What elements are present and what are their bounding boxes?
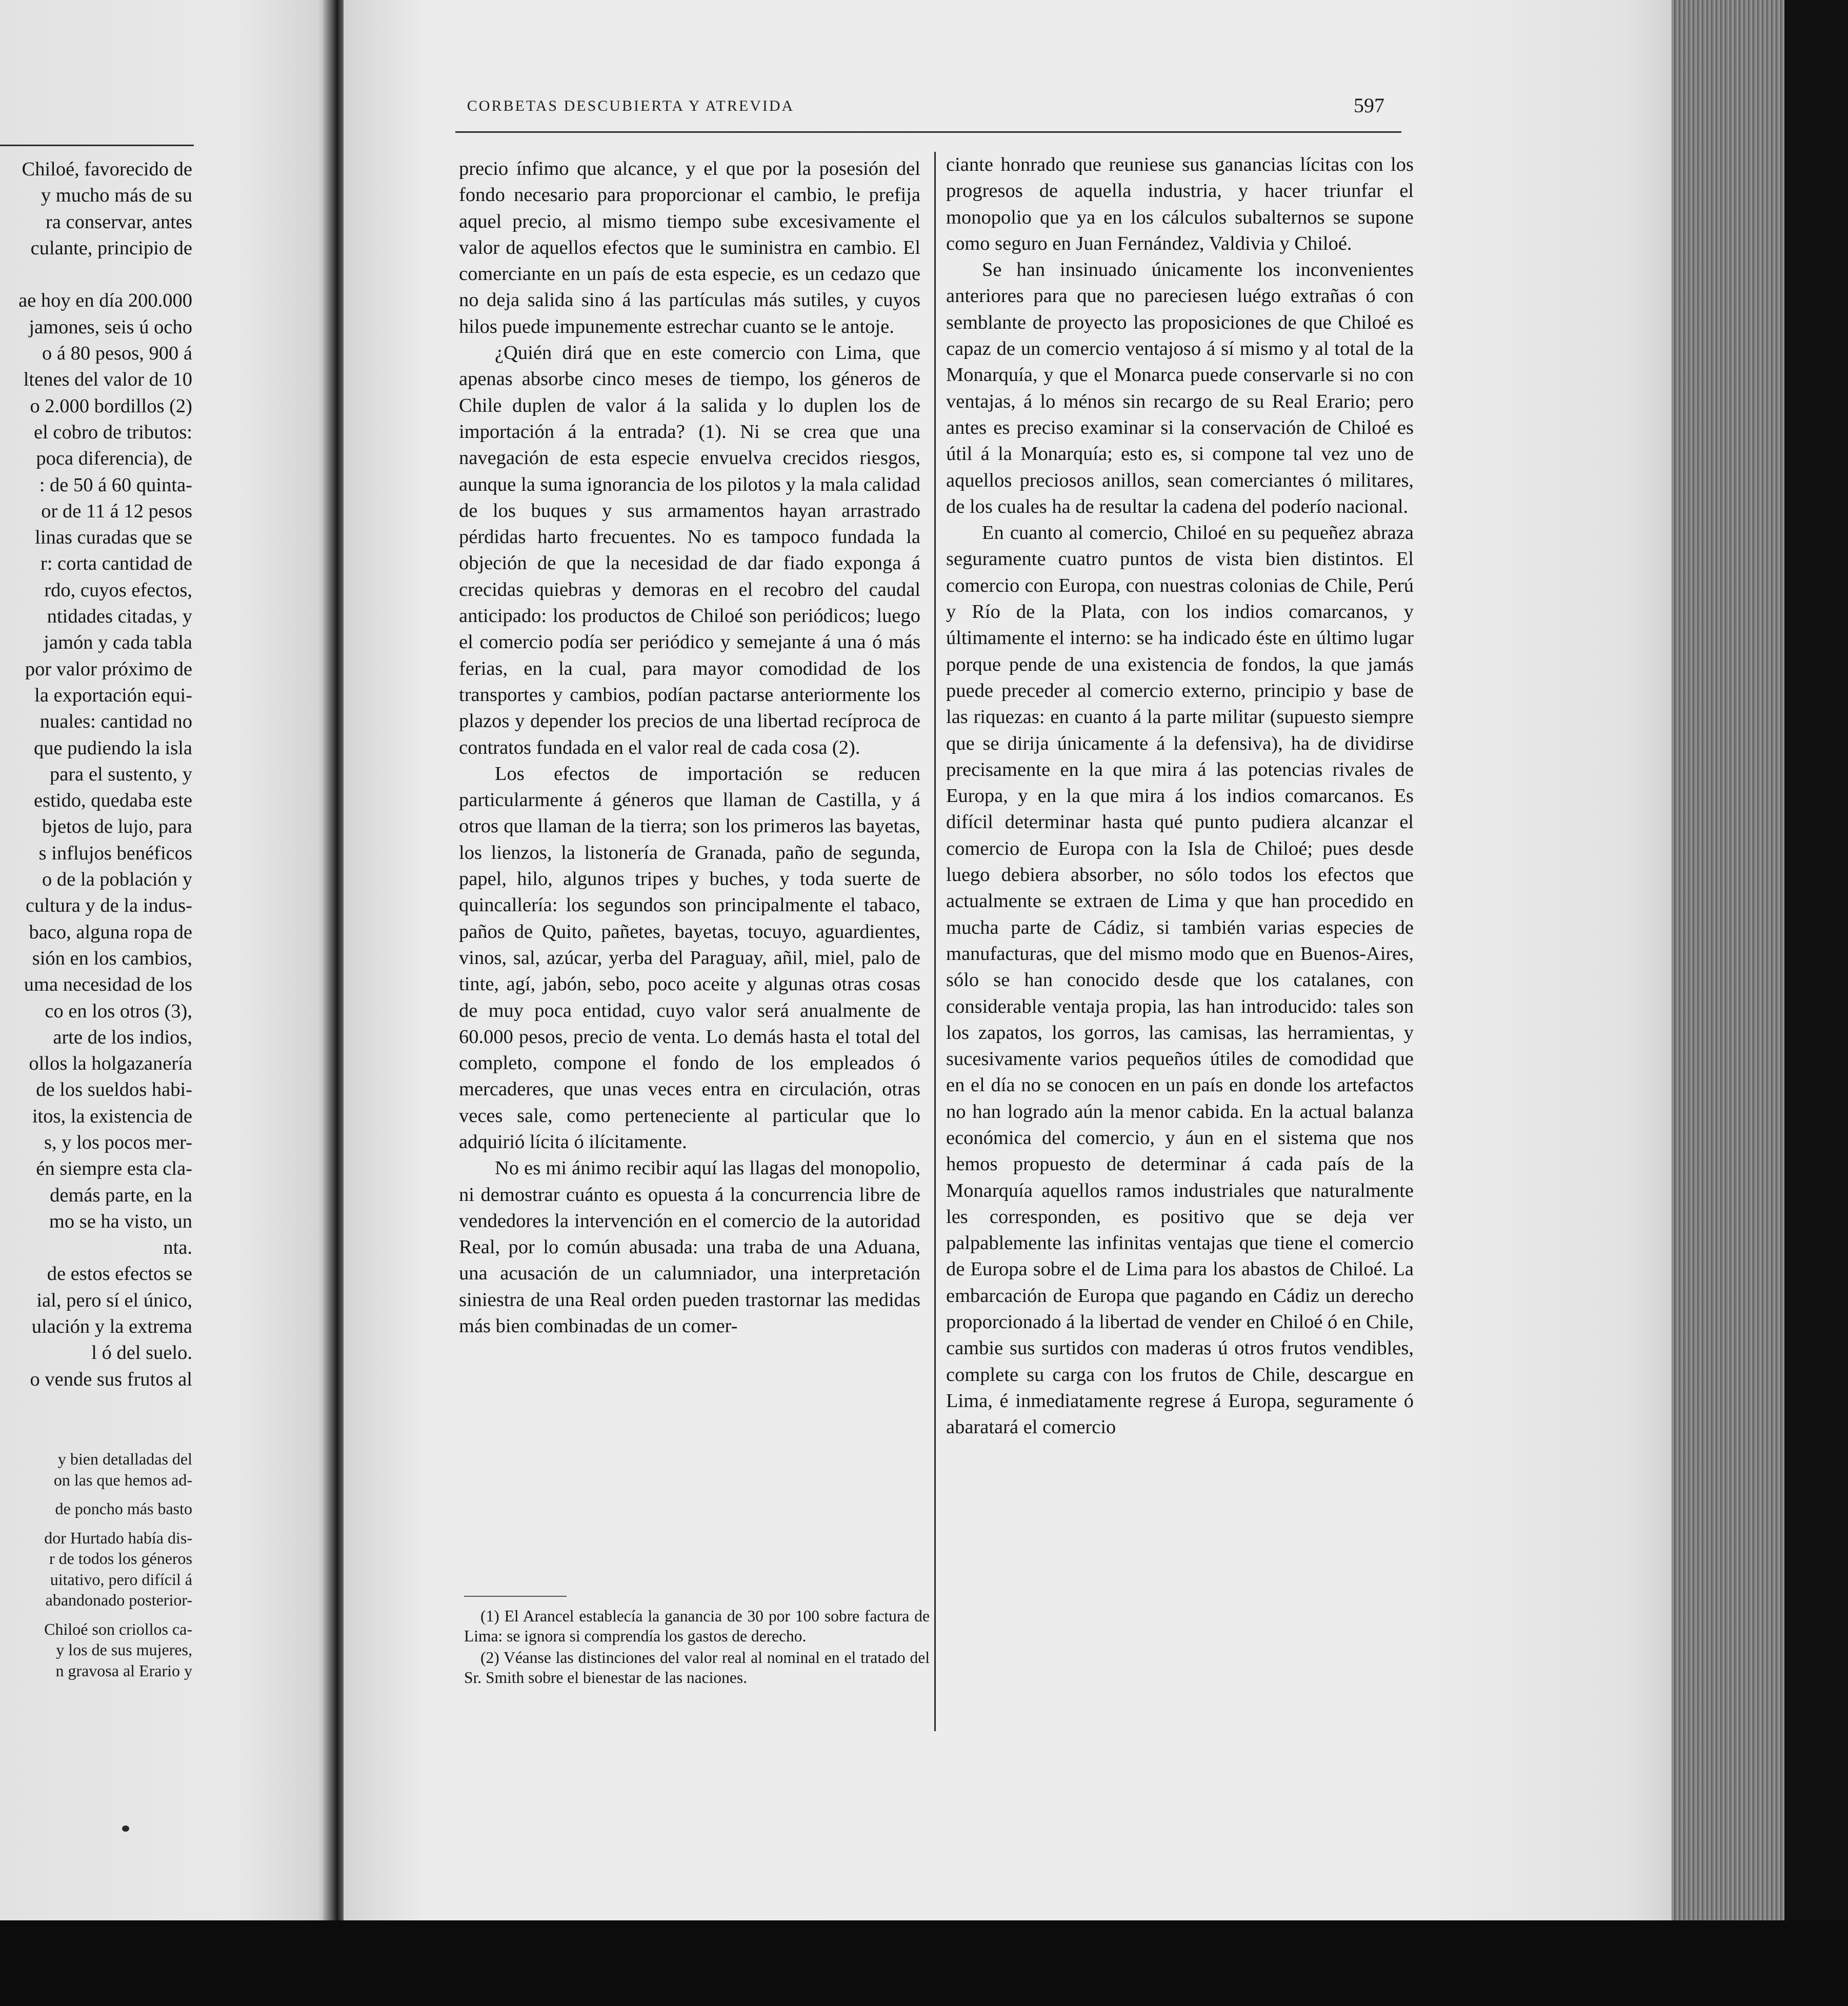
text-line: y bien detalladas del [57, 1450, 192, 1468]
text-line [0, 1490, 192, 1498]
text-line: el cobro de tributos: [34, 421, 192, 443]
paragraph: Los efectos de importación se reducen particularmente á géneros que llaman de Castilla, y á otros que llaman de la tierra; son los primeros las bayetas, los lienzos, la listonería de Granada, paño de segunda, papel, hilo, algunos tripes y buches, y toda suerte de quincallería: los segundos son principalmente el tabaco, paños de Quito, pañetes, bayetas, tocuyo, aguardientes, vinos, sal, azúcar, yerba del Paraguay, añil, miel, palo de tinte, agí, jabón, sebo, poco aceite y algunas otras cosas de muy poca entidad, cuyo valor será anualmente de 60.000 pesos, precio de venta. Lo demás hasta el total del completo, compone el fondo de los empleados ó mercaderes, que unas veces entra en circulación, otras veces sale, como perteneciente al particular que lo adquirió lícita ó ilícitamente. [459, 763, 920, 1153]
text-line: y los de sus mujeres, [56, 1640, 192, 1659]
text-line: o 2.000 bordillos (2) [30, 395, 192, 417]
text-line: o á 80 pesos, 900 á [42, 343, 192, 365]
page-number: 597 [1354, 94, 1384, 117]
text-line: la exportación equi- [34, 684, 192, 706]
paragraph: Se han insinuado únicamente los inconvenientes anteriores para que no pareciesen luégo extrañas ó con semblante de proyecto las proposiciones de que Chiloé es capaz de un comercio ventajoso á sí mismo y al total de la Monarquía, y que el Monarca puede conservarle si no con ventajas, á lo ménos sin recargo de su Real Erario; pero antes es preciso examinar si la conservación de Chiloé es útil á la Monarquía; esto es, si compone tal vez uno de aquellos preciosos anillos, sean comerciantes ó militares, de los cuales ha de resultar la cadena del poderío nacional. [946, 259, 1414, 517]
text-line: de estos efectos se [47, 1263, 192, 1285]
text-line: ae hoy en día 200.000 [18, 290, 192, 312]
text-line: estido, quedaba este [34, 790, 192, 812]
text-line: linas curadas que se [35, 527, 192, 549]
text-line: ial, pero sí el único, [36, 1289, 192, 1311]
ink-speck [122, 1826, 129, 1832]
scan-frame-right [1784, 0, 1848, 2006]
text-line: de poncho más basto [55, 1499, 192, 1518]
text-line: ulación y la extrema [31, 1316, 192, 1338]
text-line: uitativo, pero difícil á [50, 1570, 192, 1589]
text-column-left [459, 156, 920, 1339]
running-head-title: CORBETAS DESCUBIERTA Y ATREVIDA [467, 97, 795, 114]
left-page-footnotes [0, 1449, 192, 1681]
text-line: ltenes del valor de 10 [23, 369, 192, 391]
text-line: o vende sus frutos al [30, 1368, 192, 1390]
paragraph: ¿Quién dirá que en este comercio con Lima, que apenas absorbe cinco meses de tiempo, los géneros de Chile duplen de valor á la salida y lo duplen los de importación á la entrada? (1). Ni se crea que una navegación de esta especie envuelva crecidos riesgos, aunque la suma ignorancia de los pilotos y la mala calidad de los buques y sus armamentos hayan arrastrado pérdidas harto frecuentes. No es tampoco fundada la objeción de que la necesidad de dar fiado exponga á crecidas quiebras y demoras en el recobro del caudal anticipado: los productos de Chiloé son periódicos; luego el comercio podía ser periódico y semejante á una ó más ferias, en la cual, para mayor comodidad de los transportes y cambios, podían pactarse anteriormente los plazos y depender los precios de una libertad recíproca de contratos fundada en el valor real de cada cosa (2). [459, 342, 920, 758]
text-line: co en los otros (3), [45, 1000, 192, 1022]
text-line: : de 50 á 60 quinta- [39, 474, 192, 496]
text-line: én siempre esta cla- [36, 1158, 192, 1180]
column-divider [934, 152, 936, 1731]
text-line: para el sustento, y [50, 763, 192, 785]
text-line: sión en los cambios, [32, 947, 192, 969]
text-line [0, 1611, 192, 1619]
footnote: (1) El Arancel establecía la ganancia de 30 por 100 sobre factura de Lima: se ignora si comprendía los gastos de derecho. [464, 1607, 930, 1645]
text-line: jamón y cada tabla [44, 632, 192, 654]
footnote: (2) Véanse las distinciones del valor real al nominal en el tratado del Sr. Smith sobre el bienestar de las naciones. [464, 1649, 930, 1687]
left-page [0, 0, 334, 1920]
text-line [0, 1519, 192, 1528]
text-line: nta. [163, 1237, 192, 1259]
left-page-column [0, 156, 192, 1393]
text-line: demás parte, en la [50, 1184, 192, 1206]
text-line: l ó del suelo. [91, 1342, 192, 1364]
text-line: uma necesidad de los [24, 974, 192, 996]
text-column-right [946, 152, 1414, 1441]
text-line: s, y los pocos mer- [44, 1131, 192, 1153]
text-line: s influjos benéficos [38, 842, 192, 864]
text-line: on las que hemos ad- [53, 1470, 192, 1489]
text-line: baco, alguna ropa de [29, 921, 192, 943]
text-line: y mucho más de su [41, 185, 192, 207]
text-line: or de 11 á 12 pesos [41, 500, 192, 522]
text-line: r: corta cantidad de [40, 553, 192, 575]
text-line: nuales: cantidad no [39, 711, 192, 733]
text-line: arte de los indios, [53, 1026, 192, 1048]
paragraph: En cuanto al comercio, Chiloé en su pequeñez abraza seguramente cuatro puntos de vista bien distintos. El comercio con Europa, con nuestras colonias de Chile, Perú y Río de la Plata, con los indios comarcanos, y últimamente el interno: se ha indicado éste en último lugar porque pende de una existencia de fondos, la que jamás puede preceder al comercio externo, principio y base de las riquezas: en cuanto á la parte militar (supuesto siempre que se dirija únicamente á la defensiva), ha de dividirse precisamente en la que mira á las potencias rivales de Europa, y en la que mira á los indios comarcanos. Es difícil determinar hasta qué punto pudiera alcanzar el comercio de Europa con la Isla de Chiloé; pues desde luego debiera absorber, no sólo todos los efectos que actualmente se extraen de Lima y que han procedido en mucha parte de Cádiz, si también varias especies de manufacturas, que del mismo modo que en Buenos-Aires, sólo se han conocido desde que los catalanes, con considerable ventaja propia, las han introducido: tales son los zapatos, los gorros, las camisas, las herramientas, y sucesivamente varios pequeños útiles de comodidad que en el día no se conocen en un país en donde los artefactos no han logrado aún la menor cabida. En la actual balanza económica del comercio, y áun en el sistema que nos hemos propuesto de determinar á cada país de la Monarquía aquellos ramos industriales que naturalmente les corresponden, es positivo que se deja ver palpablemente las infinitas ventajas que tiene el comercio de Europa sobre el de Lima para los abastos de Chiloé. La embarcación de Europa que pagando en Cádiz un derecho proporcionado á la libertad de vender en Chiloé ó en Chile, cambie sus surtidos con maderas ú otros frutos vendibles, complete su carga con los frutos de Chile, descargue en Lima, é inmediatamente regrese á Europa, seguramente ó abaratará el comercio [946, 522, 1414, 1438]
text-line: abandonado posterior- [45, 1591, 192, 1609]
paragraph: ciante honrado que reuniese sus ganancias lícitas con los progresos de aquella industria, y hacer triunfar el monopolio que ya en los cálculos subalternos se supone como seguro en Juan Fernández, Valdivia y Chiloé. [946, 154, 1414, 254]
text-line: rdo, cuyos efectos, [44, 579, 192, 601]
book-page-edges [1672, 0, 1784, 1920]
text-line: ra conservar, antes [46, 211, 192, 233]
text-line: de los sueldos habi- [36, 1079, 192, 1101]
text-line: culante, principio de [30, 237, 192, 259]
text-line: poca diferencia), de [36, 448, 192, 470]
text-line: ntidades citadas, y [47, 606, 192, 628]
left-page-rule [0, 145, 194, 146]
paragraph: precio ínfimo que alcance, y el que por la posesión del fondo necesario para proporcionar el cambio, le prefija aquel precio, al mismo tiempo sube excesivamente el valor de aquellos efectos que le suministra en cambio. El comerciante en un país de esta especie, es un cedazo que no deja salida sino á las partículas más sutiles, y cuyos hilos puede impunemente estrechar cuanto se le antoje. [459, 158, 920, 337]
footnote-rule [464, 1596, 567, 1597]
text-line: dor Hurtado había dis- [44, 1528, 192, 1547]
text-line: n gravosa al Erario y [55, 1661, 192, 1680]
text-line: r de todos los géneros [49, 1549, 192, 1568]
text-line: que pudiendo la isla [34, 737, 192, 759]
text-line: itos, la existencia de [32, 1105, 192, 1127]
footnotes [464, 1607, 930, 1690]
text-line: cultura y de la indus- [25, 895, 192, 917]
text-line [0, 262, 192, 288]
text-line: Chiloé, favorecido de [22, 158, 192, 180]
text-line: ollos la holgazanería [29, 1053, 192, 1075]
running-head-rule [455, 131, 1401, 133]
scan-frame-bottom [0, 1920, 1848, 2006]
text-line: mo se ha visto, un [49, 1210, 192, 1232]
paragraph: No es mi ánimo recibir aquí las llagas del monopolio, ni demostrar cuánto es opuesta á la concurrencia libre de vendedores la intervención en el comercio de la autoridad Real, por lo común abusada: una traba de una Aduana, una acusación de un calumniador, una interpretación siniestra de una Real orden pueden trastornar las medidas más bien combinadas de un comer- [459, 1157, 920, 1337]
text-line: Chiloé son criollos ca- [44, 1619, 192, 1638]
text-line: o de la población y [42, 869, 192, 891]
text-line: por valor próximo de [25, 658, 192, 680]
text-line: bjetos de lujo, para [42, 816, 192, 838]
text-line: jamones, seis ú ocho [29, 316, 192, 338]
